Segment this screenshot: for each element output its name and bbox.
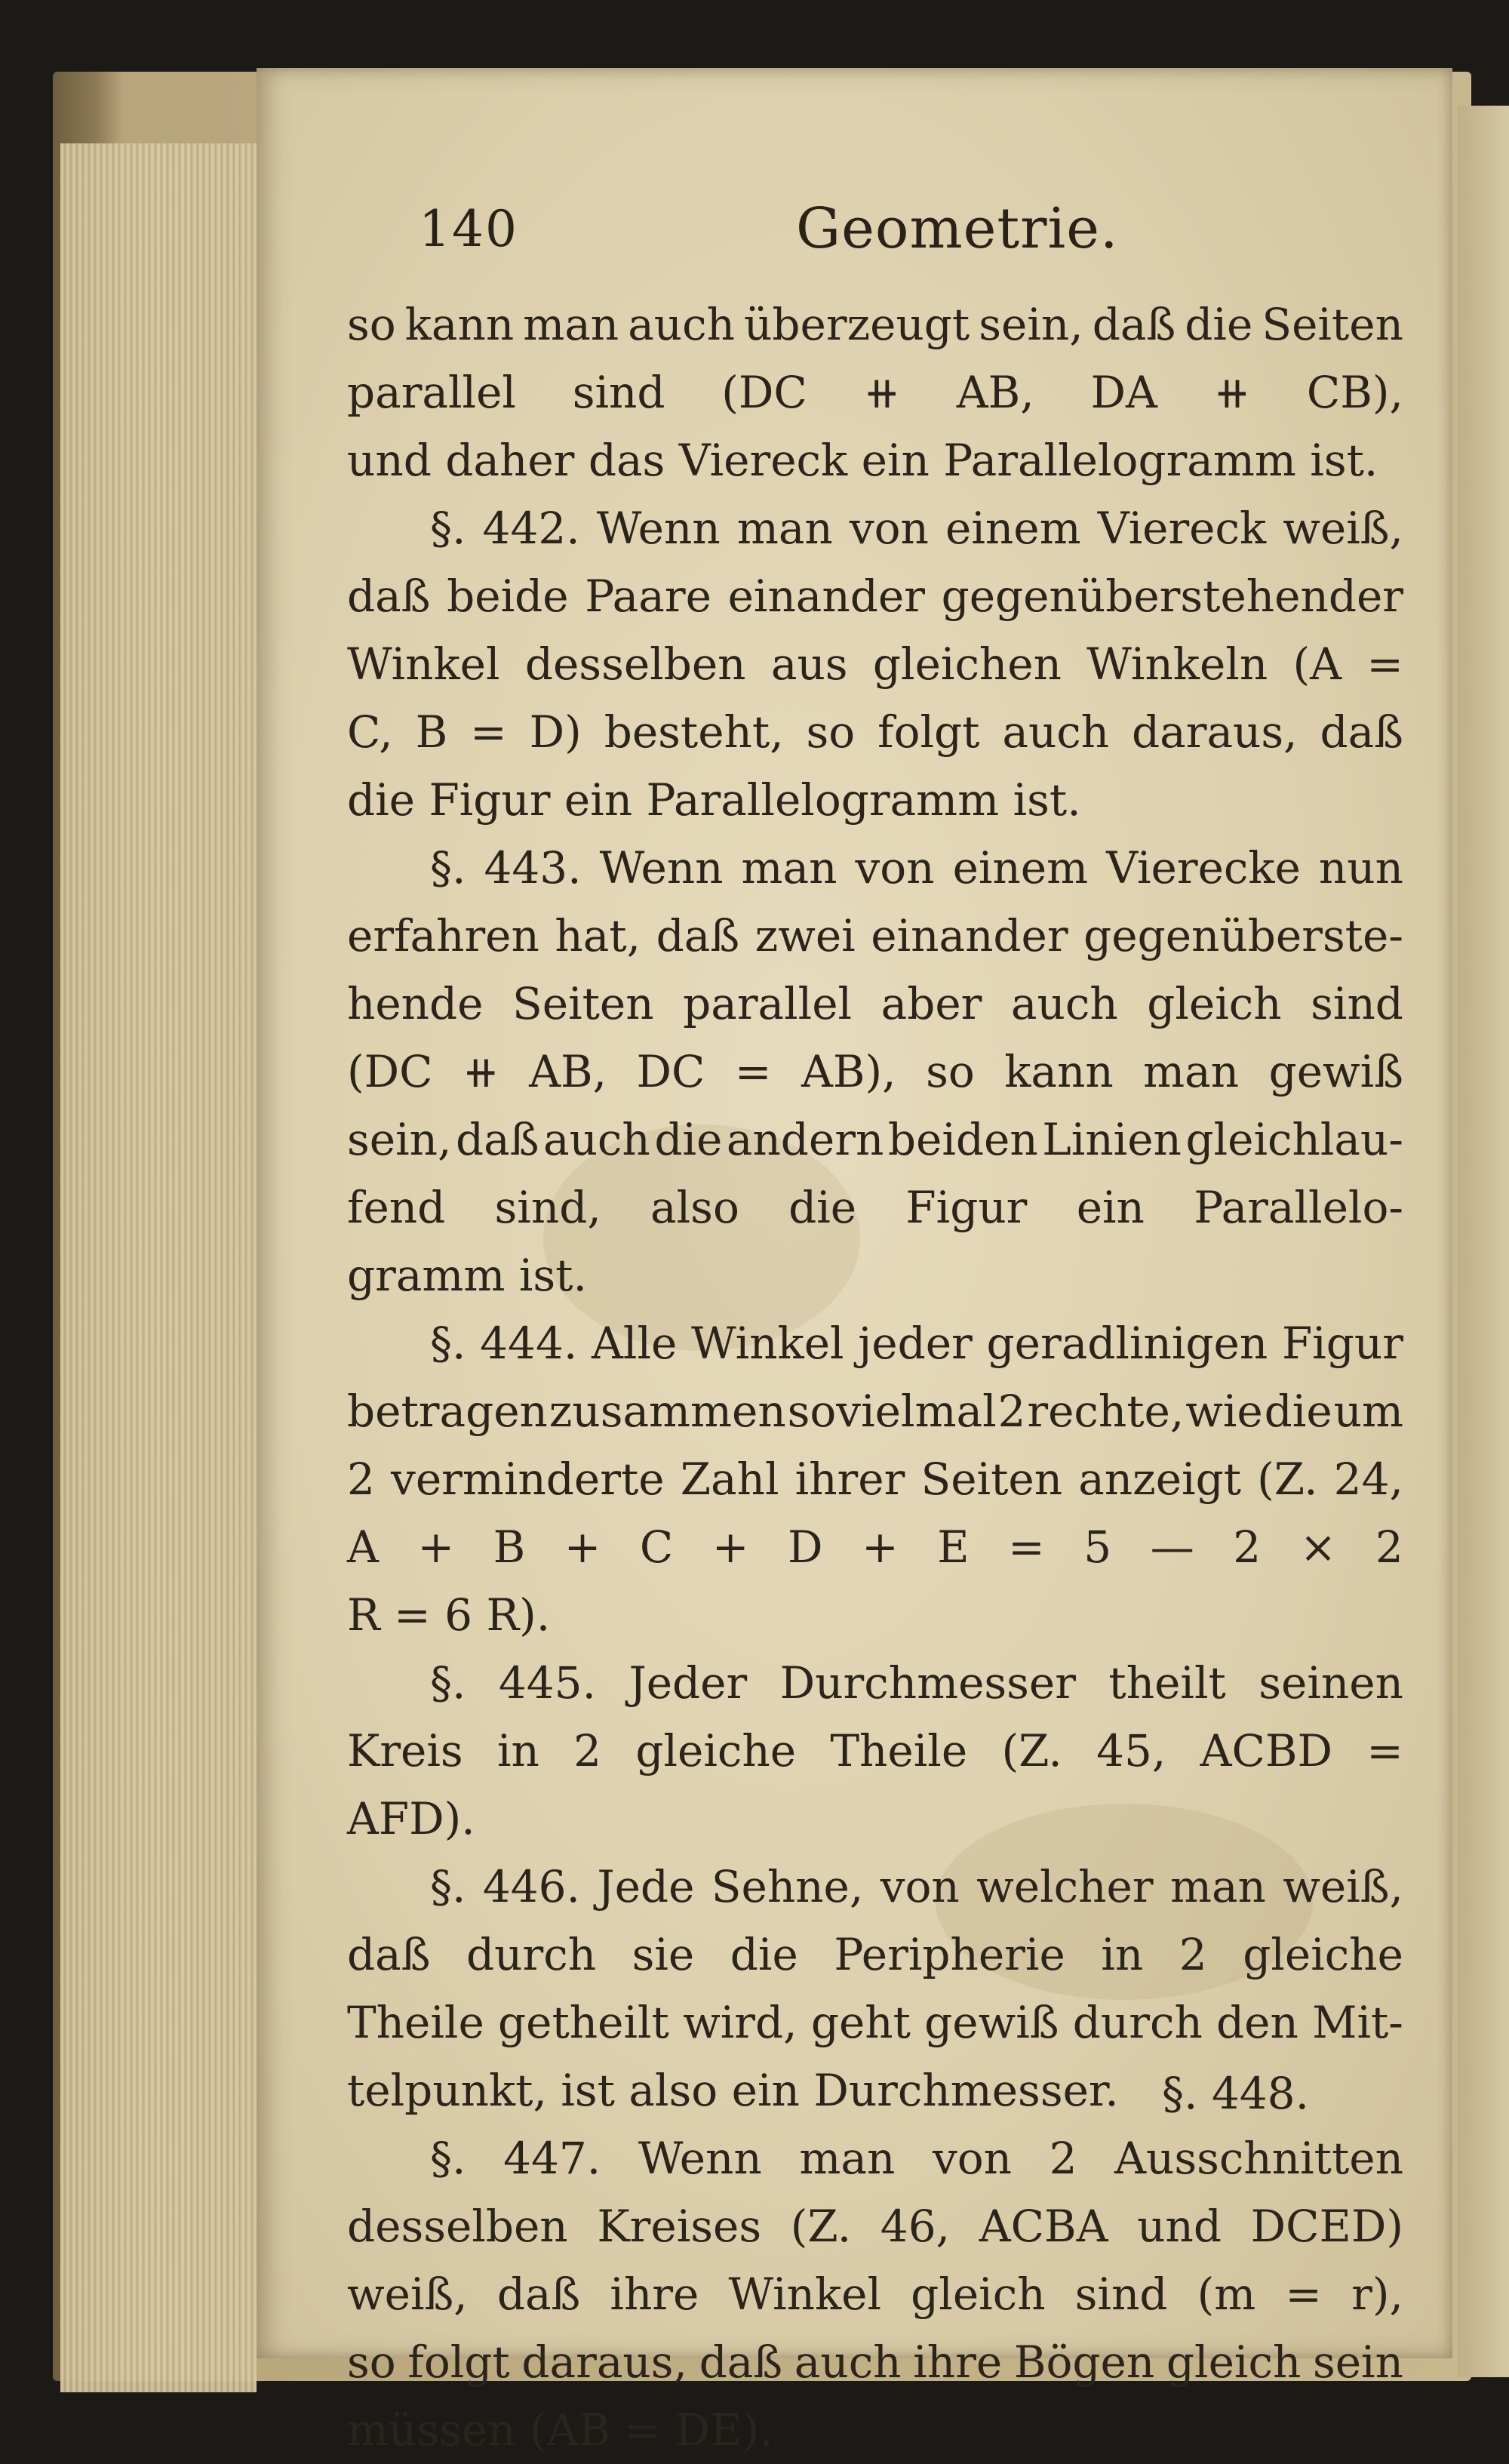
word: 45, xyxy=(1096,1725,1166,1776)
word: Bögen xyxy=(1013,2336,1155,2388)
word: §. xyxy=(430,1861,466,1912)
word: Seiten xyxy=(512,978,654,1029)
text-line xyxy=(347,1445,1403,1513)
word: 2 xyxy=(347,1453,375,1505)
word: weiß, xyxy=(1283,503,1403,554)
page-body xyxy=(347,291,1403,2464)
page-number: 140 xyxy=(419,200,518,258)
line-text xyxy=(347,902,1403,970)
word: daß xyxy=(656,910,740,961)
word: Seiten xyxy=(1262,299,1403,350)
word: so xyxy=(347,2336,396,2388)
word: Durchmesser xyxy=(779,1657,1076,1709)
line-text: R = 6 R). xyxy=(347,1589,551,1641)
text-line xyxy=(347,1174,1403,1241)
word: desselben xyxy=(347,2201,568,2252)
line-text: die Figur ein Parallelogramm ist. xyxy=(347,774,1081,826)
text-line xyxy=(347,1038,1403,1106)
word: weiß, xyxy=(1283,1861,1403,1912)
word: = xyxy=(1366,1725,1403,1776)
word: DA xyxy=(1090,367,1157,418)
word: die xyxy=(788,1182,857,1233)
text-line xyxy=(347,630,1403,698)
line-text xyxy=(430,2124,1403,2192)
word: gleichen xyxy=(872,638,1062,690)
word: (Z. xyxy=(1257,1453,1318,1505)
word: getheilt xyxy=(498,1997,669,2048)
word: zwei xyxy=(754,910,856,961)
word: aus xyxy=(770,638,848,690)
word: (m xyxy=(1197,2269,1256,2320)
word: verminderte xyxy=(391,1453,665,1505)
word: Mit- xyxy=(1312,1997,1403,2048)
word: man xyxy=(1169,1861,1266,1912)
word: beide xyxy=(447,571,569,622)
line-text xyxy=(347,630,1403,698)
word: + xyxy=(711,1521,749,1573)
word: weiß, xyxy=(347,2269,468,2320)
word: Jede xyxy=(597,1861,695,1912)
text-line xyxy=(347,1513,1403,1581)
word: Wenn xyxy=(638,2133,762,2184)
word: daß xyxy=(1320,706,1403,758)
word: Seiten xyxy=(920,1453,1063,1505)
word: AB, xyxy=(956,367,1034,418)
word: also xyxy=(650,1182,739,1233)
word: so xyxy=(347,299,396,350)
word: (DC xyxy=(347,1046,433,1097)
word: D xyxy=(788,1521,823,1573)
text-line xyxy=(347,2260,1403,2328)
line-text xyxy=(347,1717,1403,1785)
word: sind, xyxy=(494,1182,601,1233)
text-line xyxy=(347,1309,1403,1377)
word: sovielmal xyxy=(787,1386,997,1437)
word: gegenüberstehender xyxy=(941,571,1403,622)
text-line xyxy=(347,1377,1403,1445)
word: man xyxy=(1143,1046,1240,1097)
word: seinen xyxy=(1259,1657,1403,1709)
line-text xyxy=(347,358,1403,426)
word: DCED) xyxy=(1250,2201,1403,2252)
line-text: telpunkt, ist also ein Durchmesser. xyxy=(347,2065,1119,2116)
word: 446. xyxy=(482,1861,580,1912)
word: anzeigt xyxy=(1078,1453,1242,1505)
text-line xyxy=(347,2192,1403,2260)
word: in xyxy=(1101,1929,1144,1980)
word: ihre xyxy=(610,2269,699,2320)
word: und xyxy=(1137,2201,1222,2252)
word: aber xyxy=(881,978,982,1029)
word: 444. xyxy=(480,1318,578,1369)
word: man xyxy=(799,2133,896,2184)
word: 46, xyxy=(880,2201,951,2252)
word: Figur xyxy=(905,1182,1028,1233)
line-text xyxy=(347,2192,1403,2260)
word: + xyxy=(564,1521,601,1573)
word: welcher xyxy=(976,1861,1154,1912)
word: DC xyxy=(636,1046,705,1097)
line-text xyxy=(347,1174,1403,1241)
word: ACBA xyxy=(979,2201,1108,2252)
word: ACBD xyxy=(1200,1725,1332,1776)
text-line xyxy=(347,1717,1403,1785)
word: 442. xyxy=(482,503,580,554)
word: einander xyxy=(871,910,1068,961)
word: so xyxy=(806,706,856,758)
word: hat, xyxy=(555,910,641,961)
word: §. xyxy=(430,1318,466,1369)
word: die xyxy=(730,1929,798,1980)
word: Wenn xyxy=(599,842,724,894)
word: sein, xyxy=(979,299,1083,350)
word: gleich xyxy=(1166,2336,1302,2388)
word: rechte, xyxy=(1027,1386,1185,1437)
word: = xyxy=(470,706,507,758)
word: = xyxy=(1285,2269,1322,2320)
word: 5 xyxy=(1083,1521,1112,1573)
word: parallel xyxy=(347,367,516,418)
word: fend xyxy=(347,1182,446,1233)
word: Figur xyxy=(1281,1318,1403,1369)
word: A xyxy=(347,1521,379,1573)
word: Wenn xyxy=(596,503,721,554)
word: (Z. xyxy=(1001,1725,1062,1776)
word: gleich xyxy=(1147,978,1282,1029)
word: 2 xyxy=(1179,1929,1207,1980)
word: 2 xyxy=(997,1386,1026,1437)
word: §. xyxy=(430,2133,466,2184)
word: gewiß xyxy=(924,1997,1059,2048)
word: sein xyxy=(1312,2336,1403,2388)
text-line xyxy=(347,1785,1403,1853)
word: ihre xyxy=(913,2336,1003,2388)
word: ein xyxy=(1076,1182,1145,1233)
text-line xyxy=(347,1921,1403,1989)
word: daß xyxy=(347,571,431,622)
line-text xyxy=(347,1377,1403,1445)
word: Ausschnitten xyxy=(1114,2133,1403,2184)
line-text xyxy=(430,1649,1403,1717)
line-text xyxy=(347,1513,1403,1581)
text-line xyxy=(347,494,1403,562)
word: sind xyxy=(1074,2269,1168,2320)
word: von xyxy=(855,842,935,894)
text-line xyxy=(347,2328,1403,2396)
page-header xyxy=(419,189,1294,279)
word: C, xyxy=(347,706,393,758)
word: Winkel xyxy=(691,1318,844,1369)
word: Sehne, xyxy=(711,1861,864,1912)
word: betragen xyxy=(347,1386,548,1437)
word: D) xyxy=(529,706,582,758)
line-text xyxy=(347,562,1403,630)
text-line xyxy=(347,1649,1403,1717)
word: überzeugt xyxy=(744,299,970,350)
text-line xyxy=(347,562,1403,630)
word: hende xyxy=(347,978,484,1029)
word: Jeder xyxy=(628,1657,748,1709)
word: AB, xyxy=(529,1046,607,1097)
facing-page-edge xyxy=(1458,106,1509,2377)
word: Winkel xyxy=(347,638,500,690)
word: gleiche xyxy=(1243,1929,1403,1980)
line-text xyxy=(347,1106,1403,1174)
word: Peripherie xyxy=(834,1929,1065,1980)
word: B xyxy=(415,706,448,758)
text-line xyxy=(347,2396,1403,2464)
word: sind xyxy=(1311,978,1403,1029)
word: sie xyxy=(632,1929,695,1980)
word: §. xyxy=(430,842,466,894)
word: + xyxy=(862,1521,899,1573)
line-text: und daher das Viereck ein Parallelogramm ist. xyxy=(347,435,1378,486)
word: (A xyxy=(1292,638,1342,690)
word: daß xyxy=(347,1929,431,1980)
text-line xyxy=(347,358,1403,426)
line-text: gramm ist. xyxy=(347,1250,587,1301)
word: beiden xyxy=(887,1114,1038,1165)
word: folgt xyxy=(407,2336,510,2388)
word: gleichlau- xyxy=(1185,1114,1403,1165)
word: durch xyxy=(1072,1997,1203,2048)
word: daraus, xyxy=(1132,706,1298,758)
line-text xyxy=(347,1989,1403,2056)
word: B xyxy=(493,1521,526,1573)
word: den xyxy=(1216,1997,1298,2048)
word: Theile xyxy=(347,1997,484,2048)
text-line xyxy=(347,970,1403,1038)
word: 443. xyxy=(484,842,582,894)
line-text: müssen (AB = DE). xyxy=(347,2404,773,2456)
word: einem xyxy=(945,503,1081,554)
word: gewiß xyxy=(1268,1046,1403,1097)
word: 24, xyxy=(1333,1453,1403,1505)
word: Alle xyxy=(592,1318,678,1369)
word: einander xyxy=(727,571,925,622)
word: daraus, xyxy=(521,2336,687,2388)
word: folgt xyxy=(877,706,980,758)
line-text: AFD). xyxy=(347,1793,475,1844)
word: §. xyxy=(430,1657,466,1709)
line-text xyxy=(430,494,1403,562)
text-line xyxy=(347,1989,1403,2056)
word: 2 xyxy=(1049,2133,1077,2184)
word: — xyxy=(1150,1521,1194,1573)
word: r), xyxy=(1351,2269,1403,2320)
word: daß xyxy=(455,1114,539,1165)
word: AB), xyxy=(801,1046,896,1097)
word: ⧺ xyxy=(463,1046,499,1097)
word: auch xyxy=(1002,706,1110,758)
word: Viereck xyxy=(1097,503,1267,554)
line-text xyxy=(347,2328,1403,2396)
page-edges xyxy=(60,143,257,2392)
line-text xyxy=(430,1853,1403,1921)
text-line xyxy=(347,1241,1403,1309)
word: von xyxy=(880,1861,960,1912)
line-text xyxy=(347,1445,1403,1513)
word: durch xyxy=(466,1929,597,1980)
word: die xyxy=(1185,299,1253,350)
word: daß xyxy=(496,2269,581,2320)
line-text xyxy=(347,970,1403,1038)
word: die xyxy=(654,1114,723,1165)
text-line xyxy=(347,2124,1403,2192)
word: ⧺ xyxy=(863,367,901,418)
word: 2 xyxy=(1375,1521,1403,1573)
word: besteht, xyxy=(604,706,784,758)
word: Paare xyxy=(585,571,711,622)
word: auch xyxy=(628,299,735,350)
word: von xyxy=(932,2133,1012,2184)
line-text xyxy=(430,834,1403,902)
word: desselben xyxy=(524,638,746,690)
word: einem xyxy=(952,842,1089,894)
word: Kreis xyxy=(347,1725,463,1776)
word: Parallelo- xyxy=(1194,1182,1403,1233)
word: kann xyxy=(1004,1046,1114,1097)
word: Linien xyxy=(1042,1114,1182,1165)
text-line xyxy=(347,698,1403,766)
word: man xyxy=(523,299,619,350)
word: 445. xyxy=(498,1657,597,1709)
word: erfahren xyxy=(347,910,539,961)
word: jeder xyxy=(858,1318,973,1369)
word: so xyxy=(926,1046,975,1097)
word: die xyxy=(1264,1386,1332,1437)
text-line xyxy=(347,902,1403,970)
word: zusammen xyxy=(549,1386,786,1437)
text-line xyxy=(347,1581,1403,1649)
word: daß xyxy=(1092,299,1176,350)
word: sind xyxy=(572,367,665,418)
word: 2 xyxy=(1233,1521,1262,1573)
word: §. xyxy=(430,503,466,554)
word: auch xyxy=(1010,978,1118,1029)
word: geht xyxy=(810,1997,911,2048)
word: von xyxy=(849,503,929,554)
line-text xyxy=(347,1038,1403,1106)
word: Winkel xyxy=(728,2269,882,2320)
word: in xyxy=(496,1725,539,1776)
word: wird, xyxy=(683,1997,798,2048)
word: kann xyxy=(404,299,515,350)
text-line xyxy=(347,766,1403,834)
word: Kreises xyxy=(597,2201,762,2252)
word: wie xyxy=(1185,1386,1263,1437)
text-line xyxy=(347,1106,1403,1174)
word: geradlinigen xyxy=(986,1318,1268,1369)
word: CB), xyxy=(1306,367,1403,418)
word: C xyxy=(639,1521,674,1573)
word: gleich xyxy=(911,2269,1046,2320)
word: nun xyxy=(1318,842,1403,894)
word: (DC xyxy=(721,367,807,418)
word: Winkeln xyxy=(1086,638,1268,690)
line-text xyxy=(347,291,1403,358)
word: man xyxy=(736,503,833,554)
word: sein, xyxy=(347,1114,452,1165)
word: theilt xyxy=(1108,1657,1226,1709)
word: Zahl xyxy=(680,1453,779,1505)
word: auch xyxy=(542,1114,650,1165)
word: man xyxy=(741,842,837,894)
running-title: Geometrie. xyxy=(796,196,1119,261)
word: E xyxy=(937,1521,970,1573)
word: gleiche xyxy=(635,1725,797,1776)
word: ihrer xyxy=(794,1453,905,1505)
word: daß xyxy=(699,2336,783,2388)
word: ⧺ xyxy=(1213,367,1251,418)
text-line xyxy=(347,834,1403,902)
text-line xyxy=(347,426,1403,494)
word: = xyxy=(1366,638,1403,690)
word: um xyxy=(1333,1386,1403,1437)
text-line xyxy=(347,1853,1403,1921)
text-line xyxy=(347,291,1403,358)
word: andern xyxy=(726,1114,884,1165)
line-text xyxy=(347,1921,1403,1989)
line-text xyxy=(347,2260,1403,2328)
word: 2 xyxy=(573,1725,602,1776)
word: parallel xyxy=(683,978,853,1029)
word: gegenüberste- xyxy=(1083,910,1403,961)
word: + xyxy=(417,1521,455,1573)
word: auch xyxy=(794,2336,902,2388)
line-text xyxy=(347,698,1403,766)
word: Theile xyxy=(830,1725,968,1776)
word: Vierecke xyxy=(1106,842,1301,894)
word: = xyxy=(734,1046,772,1097)
word: 447. xyxy=(503,2133,601,2184)
line-text xyxy=(430,1309,1403,1377)
catchword: §. 448. xyxy=(1162,2068,1310,2119)
word: (Z. xyxy=(790,2201,852,2252)
word: = xyxy=(1008,1521,1045,1573)
word: × xyxy=(1299,1521,1337,1573)
